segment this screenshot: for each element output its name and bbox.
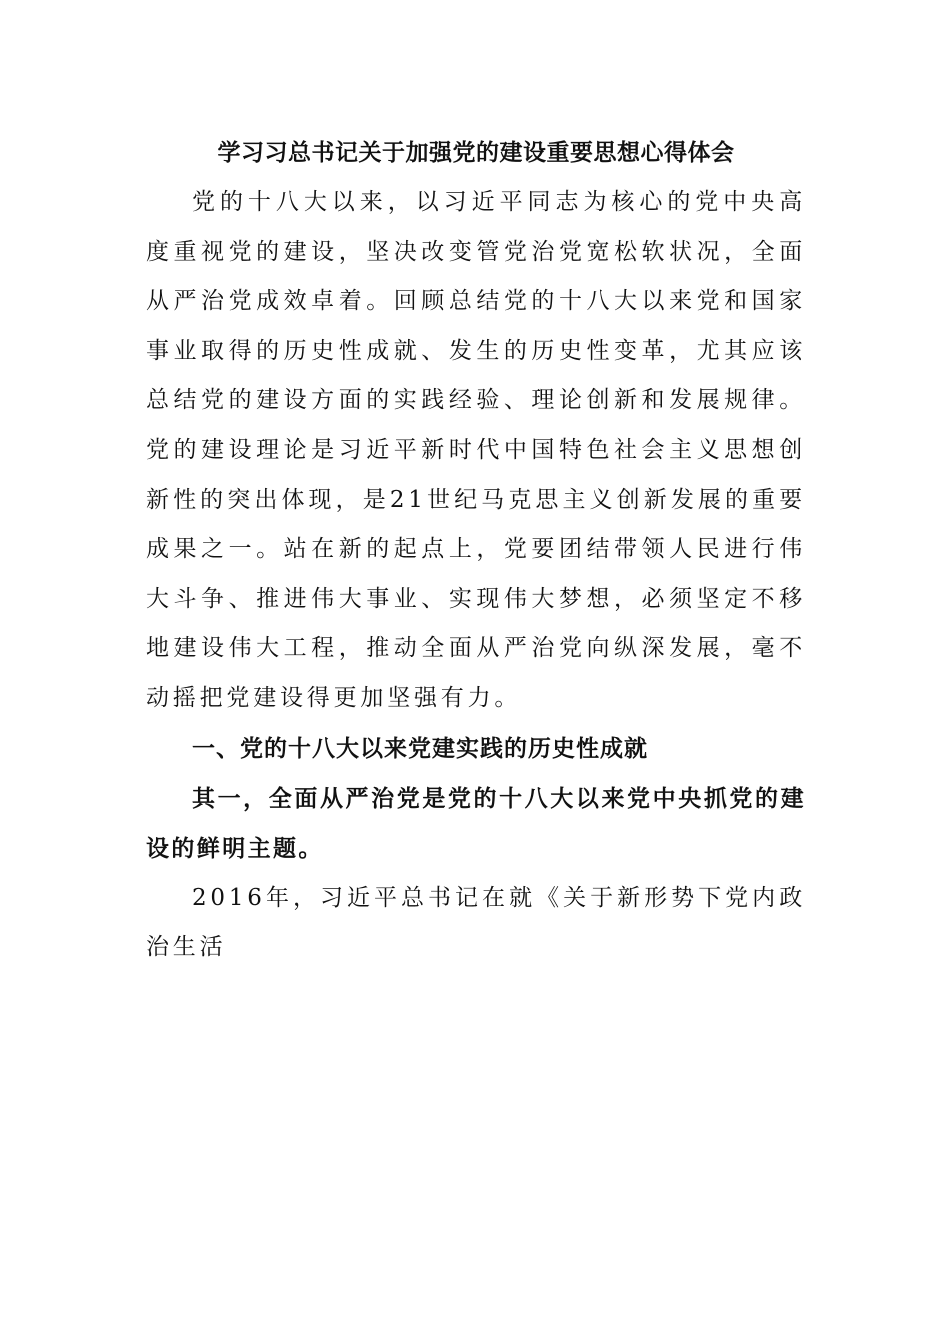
- section-heading: 一、党的十八大以来党建实践的历史性成就: [192, 735, 648, 762]
- intro-paragraph: 党的十八大以来，以习近平同志为核心的党中央高度重视党的建设，坚决改变管党治党宽松软状况，全面从严治党成效卓着。回顾总结党的十八大以来党和国家事业取得的历史性成就、发生的历史性变革，尤其应该总结党的建设方面的实践经验、理论创新和发展规律。党的建设理论是习近平新时代中国特色社会主义思想创新性的突出体现，是21世纪马克思主义创新发展的重要成果之一。站在新的起点上，党要团结带领人民进行伟大斗争、推进伟大事业、实现伟大梦想，必须坚定不移地建设伟大工程，推动全面从严治党向纵深发展，毫不动摇把党建设得更加坚强有力。: [146, 189, 806, 711]
- document-content: [146, 128, 806, 973]
- point-heading: 其一，全面从严治党是党的十八大以来党中央抓党的建设的鲜明主题。: [146, 785, 806, 862]
- body-paragraph: 2016年，习近平总书记在就《关于新形势下党内政治生活: [146, 884, 806, 961]
- document-title: 学习习总书记关于加强党的建设重要思想心得体会: [217, 140, 735, 166]
